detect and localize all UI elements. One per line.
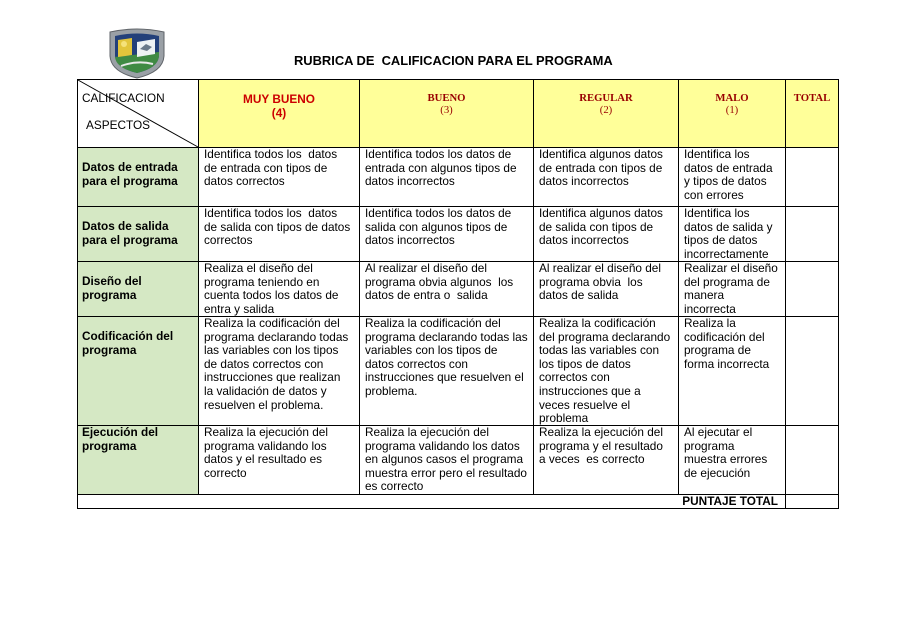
aspect-cell: Datos de entrada para el programa [78,148,199,207]
level-score: (1) [725,104,739,116]
total-cell [786,207,839,262]
aspect-cell: Codificación del programa [78,317,199,426]
level-score: (4) [271,105,287,120]
total-cell [786,262,839,317]
puntaje-total-label: PUNTAJE TOTAL [78,495,786,509]
descriptor-cell-regular: Identifica algunos datos de entrada con tipos de datos incorrectos [534,148,679,207]
total-column-header [786,80,839,148]
aspect-cell: Ejecución del programa [78,426,199,495]
level-header-malo [679,80,786,148]
total-cell [786,317,839,426]
descriptor-cell-bueno: Realiza la codificación del programa declarando todas las variables con los tipos de datos correctos con instrucciones que resuelven el problema. [360,317,534,426]
descriptor-cell-bueno: Al realizar el diseño del programa obvia algunos los datos de entra o salida [360,262,534,317]
descriptor-cell-regular: Al realizar el diseño del programa obvia los datos de salida [534,262,679,317]
institution-logo [107,26,167,79]
descriptor-cell-regular: Realiza la codificación del programa declarando todas las variables con los tipos de datos correctos con instrucciones que a veces resuelve el problema [534,317,679,426]
institution-crest-icon [107,26,167,79]
descriptor-cell-bueno: Identifica todos los datos de salida con algunos tipos de datos incorrectos [360,207,534,262]
corner-header-cell [78,80,199,148]
descriptor-cell-muy-bueno: Identifica todos los datos de entrada con tipos de datos correctos [199,148,360,207]
descriptor-cell-bueno: Realiza la ejecución del programa validando los datos en algunos casos el programa muestra error pero el resultado es correcto [360,426,534,495]
descriptor-cell-muy-bueno: Realiza la ejecución del programa validando los datos y el resultado es correcto [199,426,360,495]
descriptor-cell-bueno: Identifica todos los datos de entrada con algunos tipos de datos incorrectos [360,148,534,207]
total-header-label: TOTAL [793,92,831,104]
descriptor-cell-muy-bueno: Realiza la codificación del programa declarando todas las variables con los tipos de datos correctos con instrucciones que realizan la validación de datos y resuelven el problema. [199,317,360,426]
level-score: (3) [440,104,453,116]
descriptor-cell-malo: Identifica los datos de salida y tipos de datos incorrectamente [679,207,786,262]
level-header-regular [534,80,679,148]
level-name: MUY BUENO [243,92,315,106]
descriptor-cell-muy-bueno: Realiza el diseño del programa teniendo en cuenta todos los datos de entra y salida [199,262,360,317]
descriptor-cell-regular: Identifica algunos datos de salida con tipos de datos incorrectos [534,207,679,262]
level-name: BUENO [427,92,466,104]
level-name: REGULAR [579,92,633,104]
descriptor-cell-malo: Identifica los datos de entrada y tipos de datos con errores [679,148,786,207]
level-header-muy-bueno [199,80,360,148]
calificacion-label: CALIFICACION [82,91,165,105]
descriptor-cell-regular: Realiza la ejecución del programa y el resultado a veces es correcto [534,426,679,495]
aspectos-label: ASPECTOS [86,118,151,132]
level-score: (2) [599,104,613,116]
rubric-table [77,79,839,509]
document-title: RUBRICA DE CALIFICACION PARA EL PROGRAMA [294,53,613,68]
level-name: MALO [715,92,749,104]
descriptor-cell-muy-bueno: Identifica todos los datos de salida con tipos de datos correctos [199,207,360,262]
descriptor-cell-malo: Al ejecutar el programa muestra errores de ejecución [679,426,786,495]
aspect-cell: Datos de salida para el programa [78,207,199,262]
level-header-bueno [360,80,534,148]
aspect-cell: Diseño del programa [78,262,199,317]
descriptor-cell-malo: Realiza la codificación del programa de forma incorrecta [679,317,786,426]
descriptor-cell-malo: Realizar el diseño del programa de manera incorrecta [679,262,786,317]
total-cell [786,148,839,207]
total-cell [786,426,839,495]
puntaje-total-value-cell [786,495,839,509]
